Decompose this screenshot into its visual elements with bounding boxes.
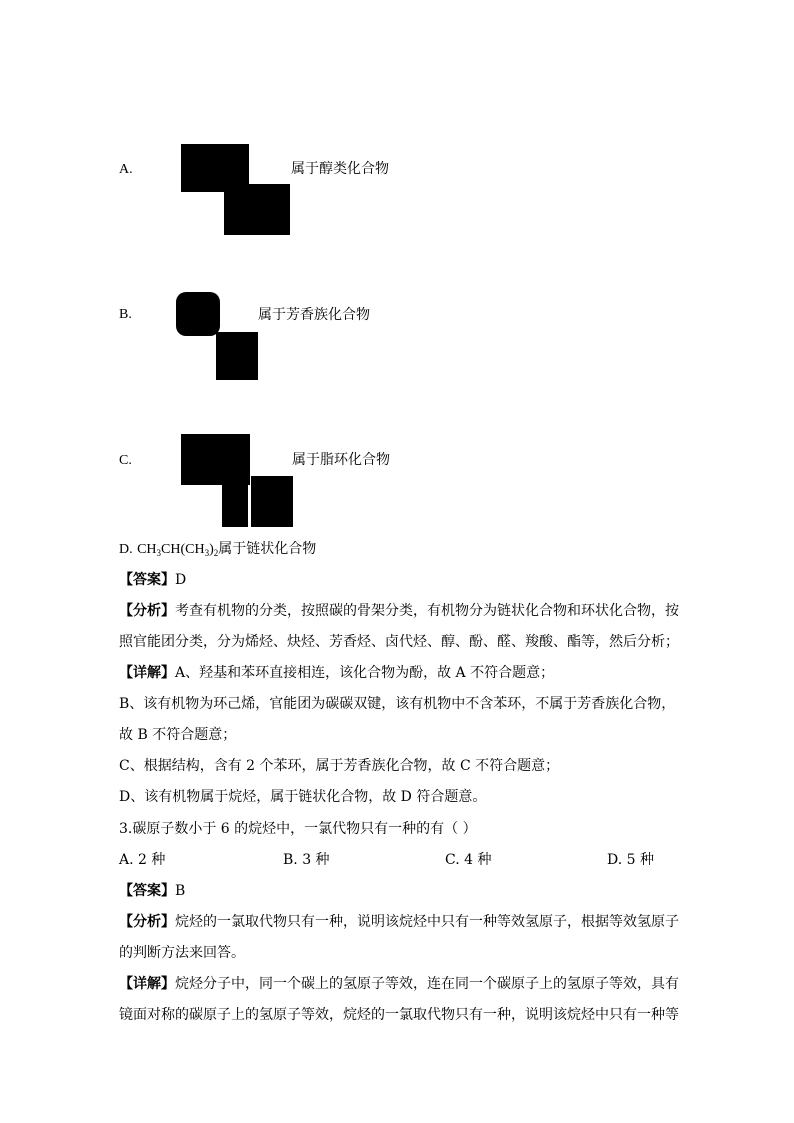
option-a-label: A. <box>119 162 133 177</box>
option-c-text: 属于脂环化合物 <box>292 452 390 468</box>
q3-answer <box>119 881 185 901</box>
q3-stem: 3.碳原子数小于 6 的烷烃中，一氯代物只有一种的有（ ） <box>119 821 477 837</box>
option-d-text: 属于链状化合物 <box>218 541 317 557</box>
answer-value: D <box>175 572 187 588</box>
detail-tag: 【详解】 <box>119 665 175 681</box>
q2-answer <box>119 570 186 590</box>
option-d-formula: $CH_3CH(CH_3)_2$ <box>137 542 219 558</box>
analysis-tag: 【分析】 <box>119 603 175 619</box>
q3-detail-line-2: 镜面对称的碳原子上的氢原子等效，烷烃的一氯取代物只有一种，说明该烷烃中只有一种等 <box>119 1007 679 1023</box>
option-b-label: B. <box>119 307 132 322</box>
option-a-text: 属于醇类化合物 <box>291 161 389 177</box>
option-d-line <box>119 539 316 560</box>
q2-analysis-line-2: 照官能团分类，分为烯烃、炔烃、芳香烃、卤代烃、醇、酚、醛、羧酸、酯等，然后分析； <box>119 634 679 650</box>
option-d-label: D. <box>119 542 133 557</box>
q2-detail-line-b1: B、该有机物为环己烯，官能团为碳碳双键，该有机物中不含苯环，不属于芳香族化合物， <box>119 696 676 712</box>
q3-analysis-line-2: 的判断方法来回答。 <box>119 945 245 961</box>
answer-value: B <box>175 883 186 899</box>
q3-choice-c: C. 4 种 <box>445 852 492 868</box>
q3-choice-d: D. 5 种 <box>607 852 654 868</box>
detail-tag: 【详解】 <box>119 976 175 992</box>
q3-analysis-line-1: 【分析】烷烃的一氯取代物只有一种，说明该烷烃中只有一种等效氢原子，根据等效氢原子 <box>119 914 679 930</box>
q3-choice-a: A. 2 种 <box>119 852 166 868</box>
q2-analysis-line-1: 【分析】考查有机物的分类，按照碳的骨架分类，有机物分为链状化合物和环状化合物，按 <box>119 603 679 619</box>
q2-detail-line-b2: 故 B 不符合题意； <box>119 727 237 743</box>
q2-detail-line-d: D、该有机物属于烷烃，属于链状化合物，故 D 符合题意。 <box>119 789 487 805</box>
option-c-label: C. <box>119 453 132 468</box>
q3-detail-line-1: 【详解】烷烃分子中，同一个碳上的氢原子等效，连在同一个碳原子上的氢原子等效，具有 <box>119 976 679 992</box>
q2-detail-line-c: C、根据结构，含有 2 个苯环，属于芳香族化合物，故 C 不符合题意； <box>119 758 560 774</box>
answer-tag: 【答案】 <box>119 572 175 588</box>
analysis-tag: 【分析】 <box>119 914 175 930</box>
q3-choice-b: B. 3 种 <box>283 852 330 868</box>
answer-tag: 【答案】 <box>119 883 175 899</box>
option-b-text: 属于芳香族化合物 <box>258 307 370 323</box>
q2-detail-line-a: 【详解】A、羟基和苯环直接相连，该化合物为酚，故 A 不符合题意； <box>119 665 555 681</box>
